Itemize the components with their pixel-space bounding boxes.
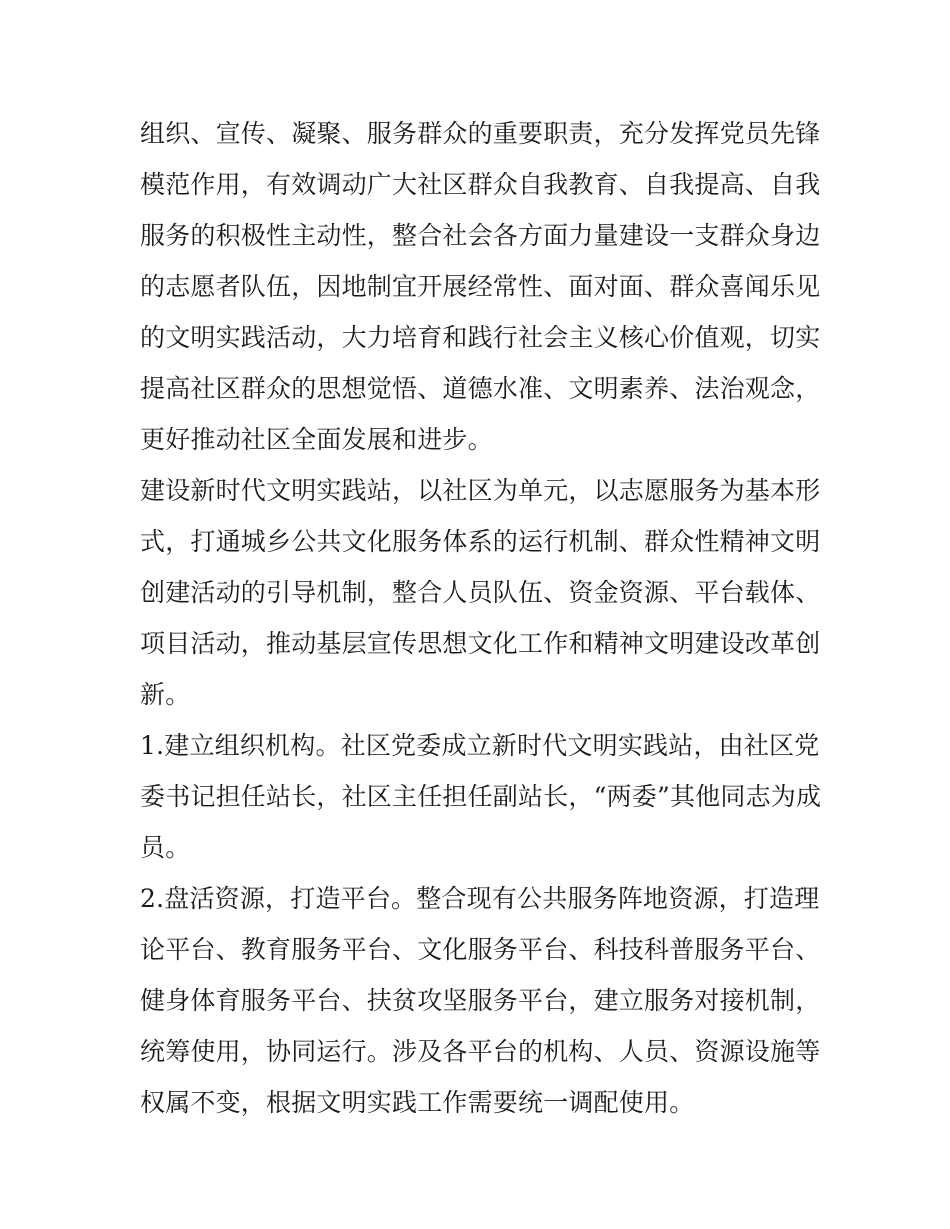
- text-line: 2.盘活资源，打造平台。整合现有公共服务阵地资源，打造理: [140, 884, 820, 913]
- text-line: 1.建立组织机构。社区党委成立新时代文明实践站，由社区党: [140, 731, 820, 760]
- document-body: [140, 108, 820, 1128]
- paragraph-station-building: [140, 465, 820, 720]
- text-line: 新。: [140, 680, 191, 709]
- text-line: 模范作用，有效调动广大社区群众自我教育、自我提高、自我: [140, 170, 821, 199]
- text-line: 的志愿者队伍，因地制宜开展经常性、面对面、群众喜闻乐见: [140, 272, 821, 301]
- paragraph-item-2-platform: [140, 873, 820, 1128]
- text-line: 提高社区群众的思想觉悟、道德水准、文明素养、法治观念，: [140, 374, 821, 403]
- text-line: 权属不变，根据文明实践工作需要统一调配使用。: [140, 1088, 695, 1117]
- text-line: 员。: [140, 833, 191, 862]
- text-line: 健身体育服务平台、扶贫攻坚服务平台，建立服务对接机制，: [140, 986, 821, 1015]
- text-line: 建设新时代文明实践站，以社区为单元，以志愿服务为基本形: [140, 476, 821, 505]
- text-line: 的文明实践活动，大力培育和践行社会主义核心价值观，切实: [140, 323, 821, 352]
- paragraph-item-1-organization: [140, 720, 820, 873]
- text-line: 式，打通城乡公共文化服务体系的运行机制、群众性精神文明: [140, 527, 821, 556]
- text-line: 论平台、教育服务平台、文化服务平台、科技科普服务平台、: [140, 935, 821, 964]
- text-line: 组织、宣传、凝聚、服务群众的重要职责，充分发挥党员先锋: [140, 119, 821, 148]
- text-line: 更好推动社区全面发展和进步。: [140, 425, 493, 454]
- text-line: 项目活动，推动基层宣传思想文化工作和精神文明建设改革创: [140, 629, 821, 658]
- text-line: 创建活动的引导机制，整合人员队伍、资金资源、平台载体、: [140, 578, 821, 607]
- text-line: 统筹使用，协同运行。涉及各平台的机构、人员、资源设施等: [140, 1037, 821, 1066]
- text-line: 委书记担任站长，社区主任担任副站长，“两委”其他同志为成: [140, 782, 822, 811]
- paragraph-duties: [140, 108, 820, 465]
- text-line: 服务的积极性主动性，整合社会各方面力量建设一支群众身边: [140, 221, 821, 250]
